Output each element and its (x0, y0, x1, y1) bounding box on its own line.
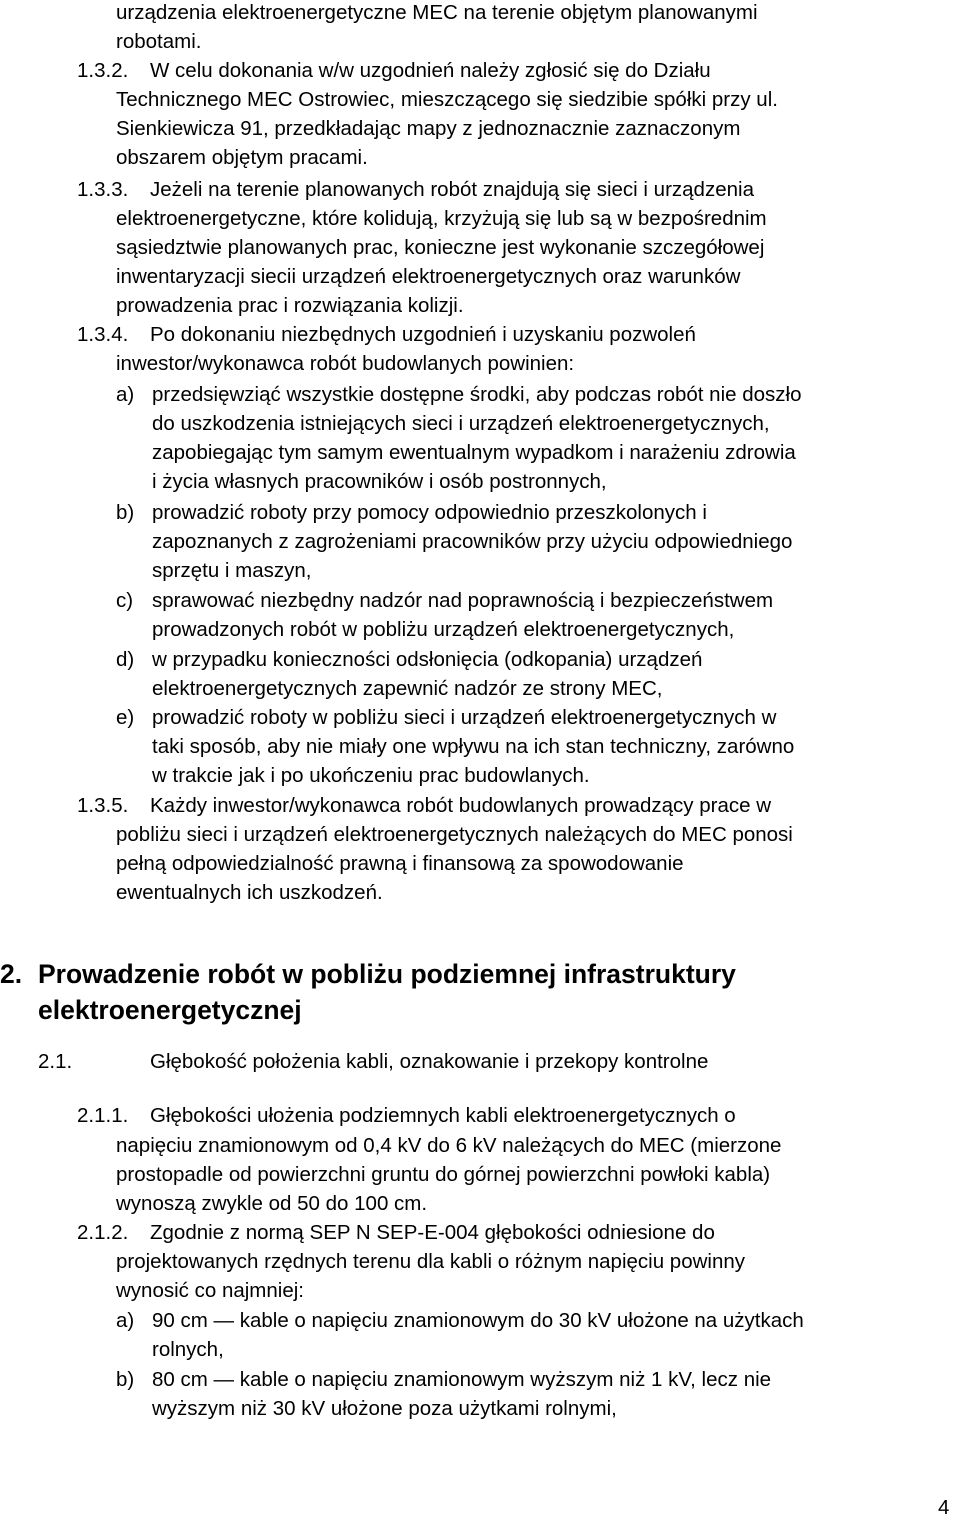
list-item-line: rolnych, (152, 1338, 224, 1361)
para-2-1-1-line: wynoszą zwykle od 50 do 100 cm. (116, 1192, 428, 1215)
para-number-1-3-5: 1.3.5. (77, 794, 129, 817)
list-letter: a) (116, 383, 135, 406)
para-1-3-5-line: pobliżu sieci i urządzeń elektroenergetycznych należących do MEC ponosi (116, 823, 793, 846)
section-2-title-line: Prowadzenie robót w pobliżu podziemnej infrastruktury (38, 959, 736, 989)
list-item-line: prowadzić roboty przy pomocy odpowiednio przeszkolonych i (152, 501, 707, 524)
list-letter: b) (116, 1368, 135, 1391)
list-item-line: wyższym niż 30 kV ułożone poza użytkami rolnymi, (152, 1397, 617, 1420)
list-item-line: zapoznanych z zagrożeniami pracowników przy użyciu odpowiedniego (152, 530, 793, 553)
section-2-1-title: Głębokość położenia kabli, oznakowanie i przekopy kontrolne (150, 1050, 709, 1073)
para-number-2-1-1: 2.1.1. (77, 1104, 129, 1127)
para-1-3-1-line: urządzenia elektroenergetyczne MEC na terenie objętym planowanymi (116, 1, 758, 24)
para-1-3-2-line: obszarem objętym pracami. (116, 146, 368, 169)
para-2-1-1-line: Głębokości ułożenia podziemnych kabli elektroenergetycznych o (150, 1104, 736, 1127)
para-2-1-2-line: projektowanych rzędnych terenu dla kabli o różnym napięciu powinny (116, 1250, 746, 1273)
list-item-line: 80 cm — kable o napięciu znamionowym wyższym niż 1 kV, lecz nie (152, 1368, 772, 1391)
list-item-line: sprawować niezbędny nadzór nad poprawnością i bezpieczeństwem (152, 589, 774, 612)
list-item-line: do uszkodzenia istniejących sieci i urządzeń elektroenergetycznych, (152, 412, 770, 435)
para-1-3-5-line: ewentualnych ich uszkodzeń. (116, 881, 383, 904)
list-letter: c) (116, 589, 134, 612)
para-1-3-3-line: prowadzenia prac i rozwiązania kolizji. (116, 294, 464, 317)
para-1-3-1-line: robotami. (116, 30, 202, 53)
para-1-3-2-line: Sienkiewicza 91, przedkładając mapy z jednoznacznie zaznaczonym (116, 117, 741, 140)
para-number-1-3-4: 1.3.4. (77, 323, 129, 346)
list-item-line: sprzętu i maszyn, (152, 559, 312, 582)
para-2-1-1-line: napięciu znamionowym od 0,4 kV do 6 kV należących do MEC (mierzone (116, 1134, 782, 1157)
para-1-3-4-line: inwestor/wykonawca robót budowlanych powinien: (116, 352, 575, 375)
para-1-3-2-line: Technicznego MEC Ostrowiec, mieszczącego się siedzibie spółki przy ul. (116, 88, 778, 111)
section-2-number: 2. (0, 959, 23, 989)
list-item-line: zapobiegając tym samym ewentualnym wypadkom i narażeniu zdrowia (152, 441, 796, 464)
para-1-3-5-line: Każdy inwestor/wykonawca robót budowlanych prowadzący prace w (150, 794, 772, 817)
para-2-1-1-line: prostopadle od powierzchni gruntu do górnej powierzchni powłoki kabla) (116, 1163, 771, 1186)
para-2-1-2-line: Zgodnie z normą SEP N SEP-E-004 głębokości odniesione do (150, 1221, 715, 1244)
list-item-line: i życia własnych pracowników i osób postronnych, (152, 470, 607, 493)
para-1-3-3-line: elektroenergetyczne, które kolidują, krzyżują się lub są w bezpośrednim (116, 207, 767, 230)
list-item-line: taki sposób, aby nie miały one wpływu na ich stan techniczny, zarówno (152, 735, 795, 758)
para-1-3-3-line: Jeżeli na terenie planowanych robót znajdują się sieci i urządzenia (150, 178, 754, 201)
para-1-3-3-line: inwentaryzacji siecii urządzeń elektroenergetycznych oraz warunków (116, 265, 741, 288)
list-item-line: przedsięwziąć wszystkie dostępne środki, aby podczas robót nie doszło (152, 383, 802, 406)
para-1-3-5-line: pełną odpowiedzialność prawną i finansową za spowodowanie (116, 852, 684, 875)
section-2-title-line: elektroenergetycznej (38, 995, 302, 1025)
list-item-line: prowadzić roboty w pobliżu sieci i urządzeń elektroenergetycznych w (152, 706, 777, 729)
list-item-line: prowadzonych robót w pobliżu urządzeń elektroenergetycznych, (152, 618, 735, 641)
para-2-1-2-line: wynosić co najmniej: (116, 1279, 304, 1302)
list-item-line: w przypadku konieczności odsłonięcia (odkopania) urządzeń (152, 648, 703, 671)
para-1-3-2-line: W celu dokonania w/w uzgodnień należy zgłosić się do Działu (150, 59, 711, 82)
list-item-line: 90 cm — kable o napięciu znamionowym do 30 kV ułożone na użytkach (152, 1309, 804, 1332)
list-letter: a) (116, 1309, 135, 1332)
list-item-line: elektroenergetycznych zapewnić nadzór ze strony MEC, (152, 677, 663, 700)
para-number-1-3-3: 1.3.3. (77, 178, 129, 201)
para-1-3-4-line: Po dokonaniu niezbędnych uzgodnień i uzyskaniu pozwoleń (150, 323, 696, 346)
list-letter: b) (116, 501, 135, 524)
para-1-3-3-line: sąsiedztwie planowanych prac, konieczne jest wykonanie szczegółowej (116, 236, 765, 259)
list-letter: d) (116, 648, 135, 671)
section-2-1-number: 2.1. (38, 1050, 73, 1073)
list-item-line: w trakcie jak i po ukończeniu prac budowlanych. (152, 764, 590, 787)
page-number: 4 (938, 1496, 950, 1519)
para-number-2-1-2: 2.1.2. (77, 1221, 129, 1244)
list-letter: e) (116, 706, 135, 729)
para-number-1-3-2: 1.3.2. (77, 59, 129, 82)
